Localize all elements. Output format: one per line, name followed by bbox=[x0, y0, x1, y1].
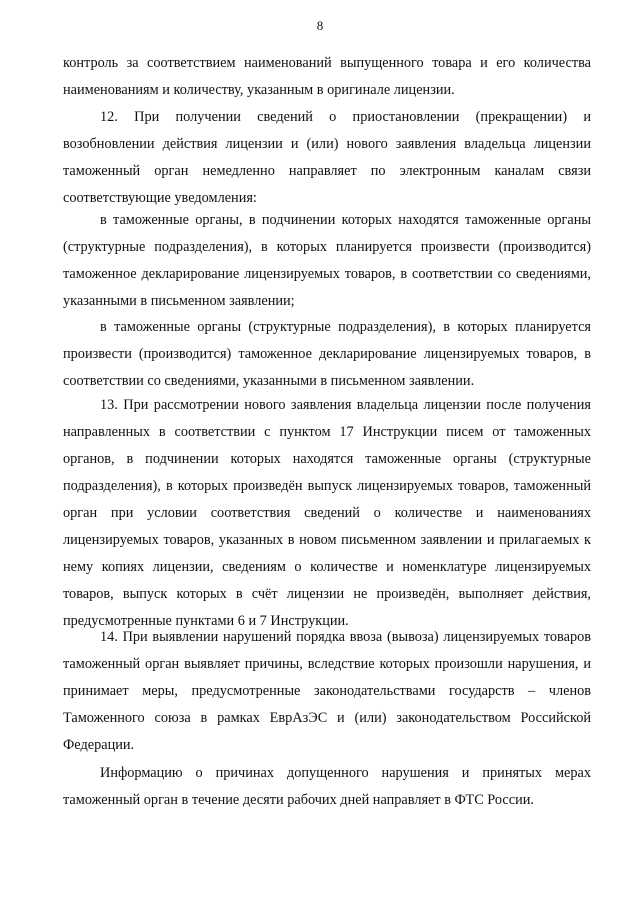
paragraph-12-item-2: в таможенные органы (структурные подразделения), в которых планируется произвести (производится) таможенное декларирование лицензируемых товаров, в соответствии со сведениями, указанными в письменном заявлении. bbox=[63, 319, 591, 389]
paragraph-13: 13. При рассмотрении нового заявления владельца лицензии после получения направленных в соответствии с пунктом 17 Инструкции писем от таможенных органов, в подчинении которых находятся таможенные органы (структурные подразделения), в которых произведён выпуск лицензируемых товаров, таможенный орган при условии соответствия сведений о количестве и наименованиях лицензируемых товаров, указанных в новом письменном заявлении и прилагаемых к нему копиях лицензии, сведениям о количестве и номенклатуре лицензируемых товаров, выпуск которых в счёт лицензии не произведён, выполняет действия, предусмотренные пунктами 6 и 7 Инструкции. bbox=[63, 397, 591, 629]
paragraph-continuation: контроль за соответствием наименований выпущенного товара и его количества наименованиям и количеству, указанным в оригинале лицензии. bbox=[63, 55, 591, 98]
paragraph-12-item-1: в таможенные органы, в подчинении которых находятся таможенные органы (структурные подразделения), в которых планируется произвести (производится) таможенное декларирование лицензируемых товаров, в соответствии со сведениями, указанными в письменном заявлении; bbox=[63, 212, 591, 309]
paragraph-12: 12. При получении сведений о приостановлении (прекращении) и возобновлении действия лицензии и (или) нового заявления владельца лицензии таможенный орган немедленно направляет по электронным каналам связи соответствующие уведомления: bbox=[63, 109, 591, 206]
paragraph-14-note: Информацию о причинах допущенного нарушения и принятых мерах таможенный орган в течение десяти рабочих дней направляет в ФТС России. bbox=[63, 765, 591, 808]
page-number: 8 bbox=[316, 18, 324, 33]
paragraph-14: 14. При выявлении нарушений порядка ввоза (вывоза) лицензируемых товаров таможенный орган выявляет причины, вследствие которых произошли нарушения, и принимает меры, предусмотренные законодательствами государств – членов Таможенного союза в рамках ЕврАзЭС и (или) законодательством Российской Федерации. bbox=[63, 629, 591, 753]
